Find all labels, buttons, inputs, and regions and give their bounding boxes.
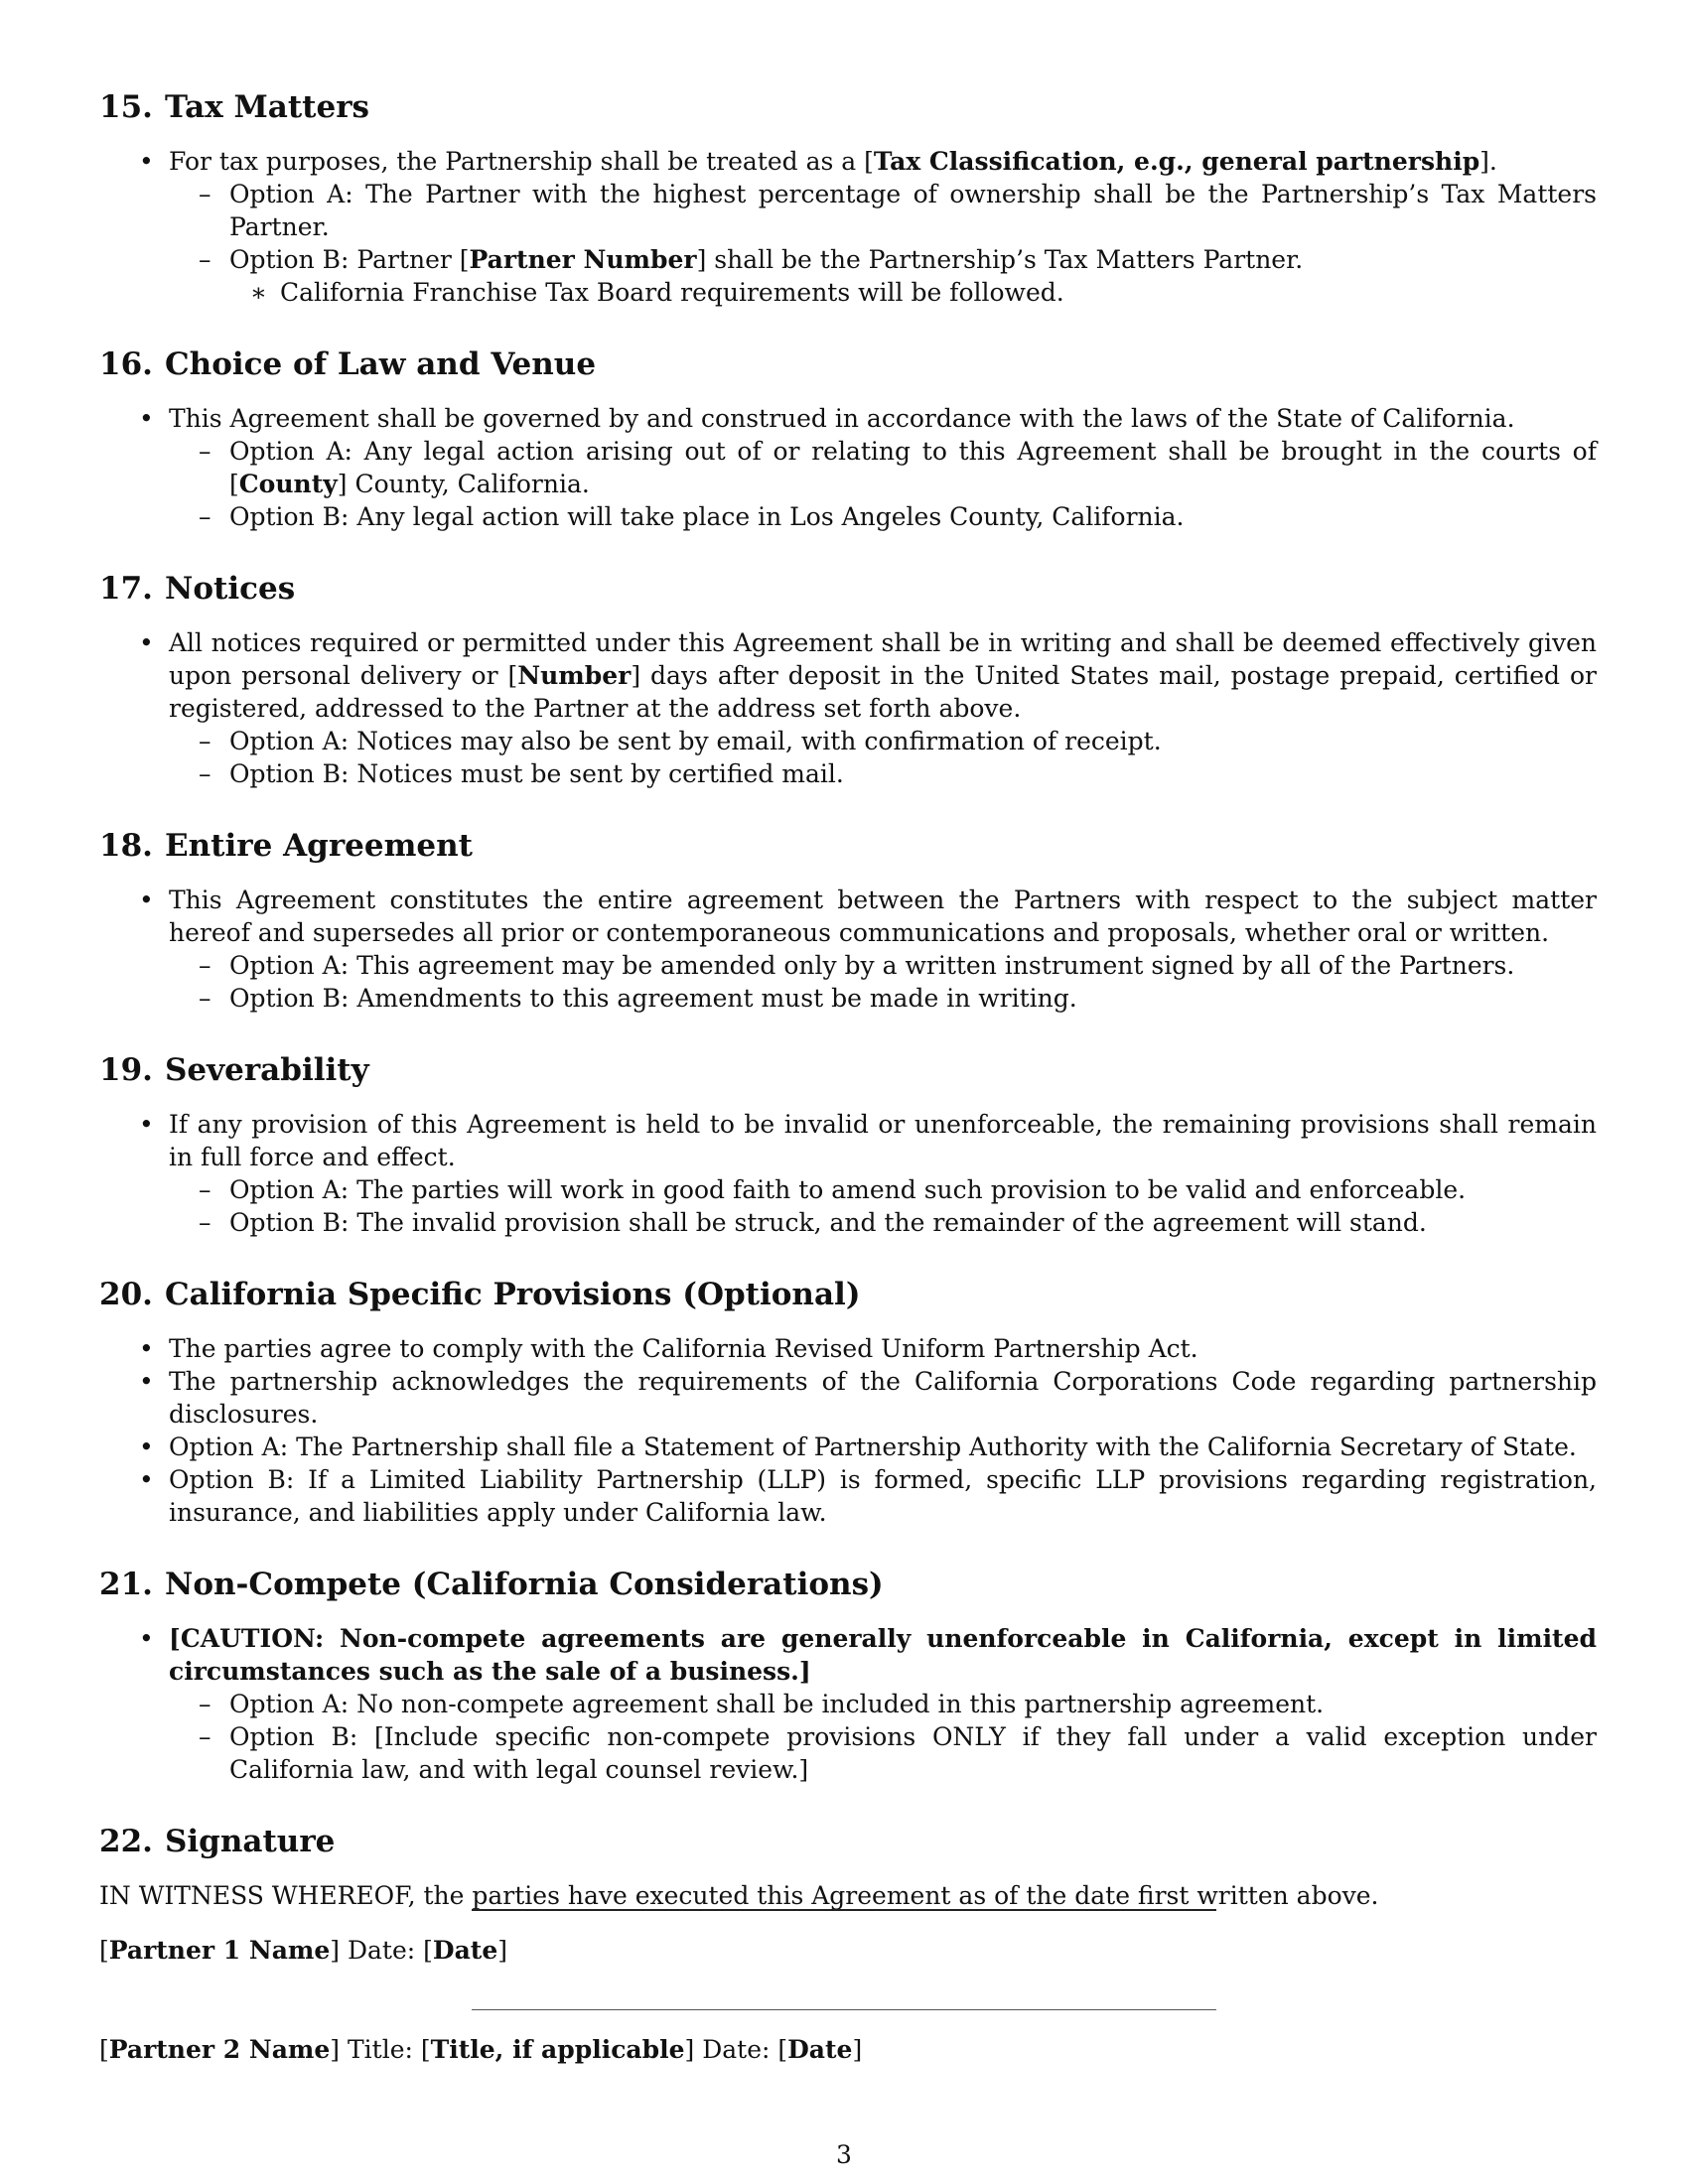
option-item: – Option A: The parties will work in good faith to amend such provision to be valid and enforceable.: [99, 1173, 1597, 1206]
list-item: • Option B: If a Limited Liability Partnership (LLP) is formed, specific LLP provisions regarding registration, insurance, and liabilities apply under California law.: [99, 1463, 1597, 1529]
signature-partner-1: [Partner 1 Name] Date: [Date]: [99, 1936, 508, 1965]
sub-option-item: ∗ California Franchise Tax Board requirements will be followed.: [99, 276, 1597, 309]
list-item: • This Agreement shall be governed by and construed in accordance with the laws of the State of California.: [99, 402, 1597, 435]
list-item: • The parties agree to comply with the California Revised Uniform Partnership Act.: [99, 1332, 1597, 1365]
signature-partner-2: [Partner 2 Name] Title: [Title, if applicable] Date: [Date]: [99, 2035, 863, 2064]
section-heading: 20. California Specific Provisions (Optional): [99, 1277, 861, 1312]
signature-line-partner-2[interactable]: [472, 2009, 1216, 2010]
section-non-compete: [99, 1565, 1597, 1786]
section-heading: 22. Signature: [99, 1824, 336, 1859]
caution-item: • [CAUTION: Non-compete agreements are generally unenforceable in California, except in limited circumstances such as the sale of a business.]: [99, 1622, 1597, 1688]
list-item: • Option A: The Partnership shall file a Statement of Partnership Authority with the California Secretary of State.: [99, 1431, 1597, 1463]
option-item: – Option B: Partner [Partner Number] shall be the Partnership’s Tax Matters Partner.: [99, 243, 1597, 276]
list-item: • For tax purposes, the Partnership shall be treated as a [Tax Classification, e.g., general partnership].: [99, 145, 1597, 178]
section-notices: [99, 569, 1597, 790]
option-item: – Option B: The invalid provision shall be struck, and the remainder of the agreement will stand.: [99, 1206, 1597, 1239]
option-item: – Option B: Any legal action will take place in Los Angeles County, California.: [99, 500, 1597, 533]
section-heading: 16. Choice of Law and Venue: [99, 346, 597, 382]
document-body: [99, 87, 1597, 1912]
section-california-provisions: [99, 1275, 1597, 1529]
option-item: – Option B: [Include specific non-compete provisions ONLY if they fall under a valid exception under California law, and with legal counsel review.]: [99, 1720, 1597, 1786]
option-item: – Option A: Any legal action arising out of or relating to this Agreement shall be brought in the courts of [County] County, California.: [99, 435, 1597, 500]
section-heading: 15. Tax Matters: [99, 89, 370, 125]
option-item: – Option B: Notices must be sent by certified mail.: [99, 757, 1597, 790]
signature-line-partner-1[interactable]: [472, 1909, 1216, 1911]
list-item: • The partnership acknowledges the requirements of the California Corporations Code regarding partnership disclosures.: [99, 1365, 1597, 1431]
section-choice-of-law: [99, 344, 1597, 533]
option-item: – Option A: This agreement may be amended only by a written instrument signed by all of the Partners.: [99, 949, 1597, 982]
list-item: • If any provision of this Agreement is held to be invalid or unenforceable, the remaining provisions shall remain in full force and effect.: [99, 1108, 1597, 1173]
page-number: 3: [836, 2140, 852, 2169]
list-item: • All notices required or permitted under this Agreement shall be in writing and shall be deemed effectively given upon personal delivery or [Number] days after deposit in the United States mail, postage prepaid, certified or registered, addressed to the Partner at the address set forth above.: [99, 626, 1597, 725]
section-heading: 17. Notices: [99, 571, 296, 607]
section-severability: [99, 1050, 1597, 1239]
section-heading: 18. Entire Agreement: [99, 828, 473, 864]
section-heading: 21. Non-Compete (California Considerations): [99, 1567, 884, 1602]
section-signature: [99, 1822, 1597, 1912]
list-item: • This Agreement constitutes the entire agreement between the Partners with respect to the subject matter hereof and supersedes all prior or contemporaneous communications and proposals, whether oral or written.: [99, 884, 1597, 949]
witness-statement: IN WITNESS WHEREOF, the parties have executed this Agreement as of the date first written above.: [99, 1881, 1379, 1910]
option-item: – Option B: Amendments to this agreement must be made in writing.: [99, 982, 1597, 1015]
section-heading: 19. Severability: [99, 1052, 369, 1088]
option-item: – Option A: The Partner with the highest percentage of ownership shall be the Partnership’s Tax Matters Partner.: [99, 178, 1597, 243]
section-tax-matters: [99, 87, 1597, 309]
option-item: – Option A: No non-compete agreement shall be included in this partnership agreement.: [99, 1688, 1597, 1720]
section-entire-agreement: [99, 826, 1597, 1015]
option-item: – Option A: Notices may also be sent by email, with confirmation of receipt.: [99, 725, 1597, 757]
